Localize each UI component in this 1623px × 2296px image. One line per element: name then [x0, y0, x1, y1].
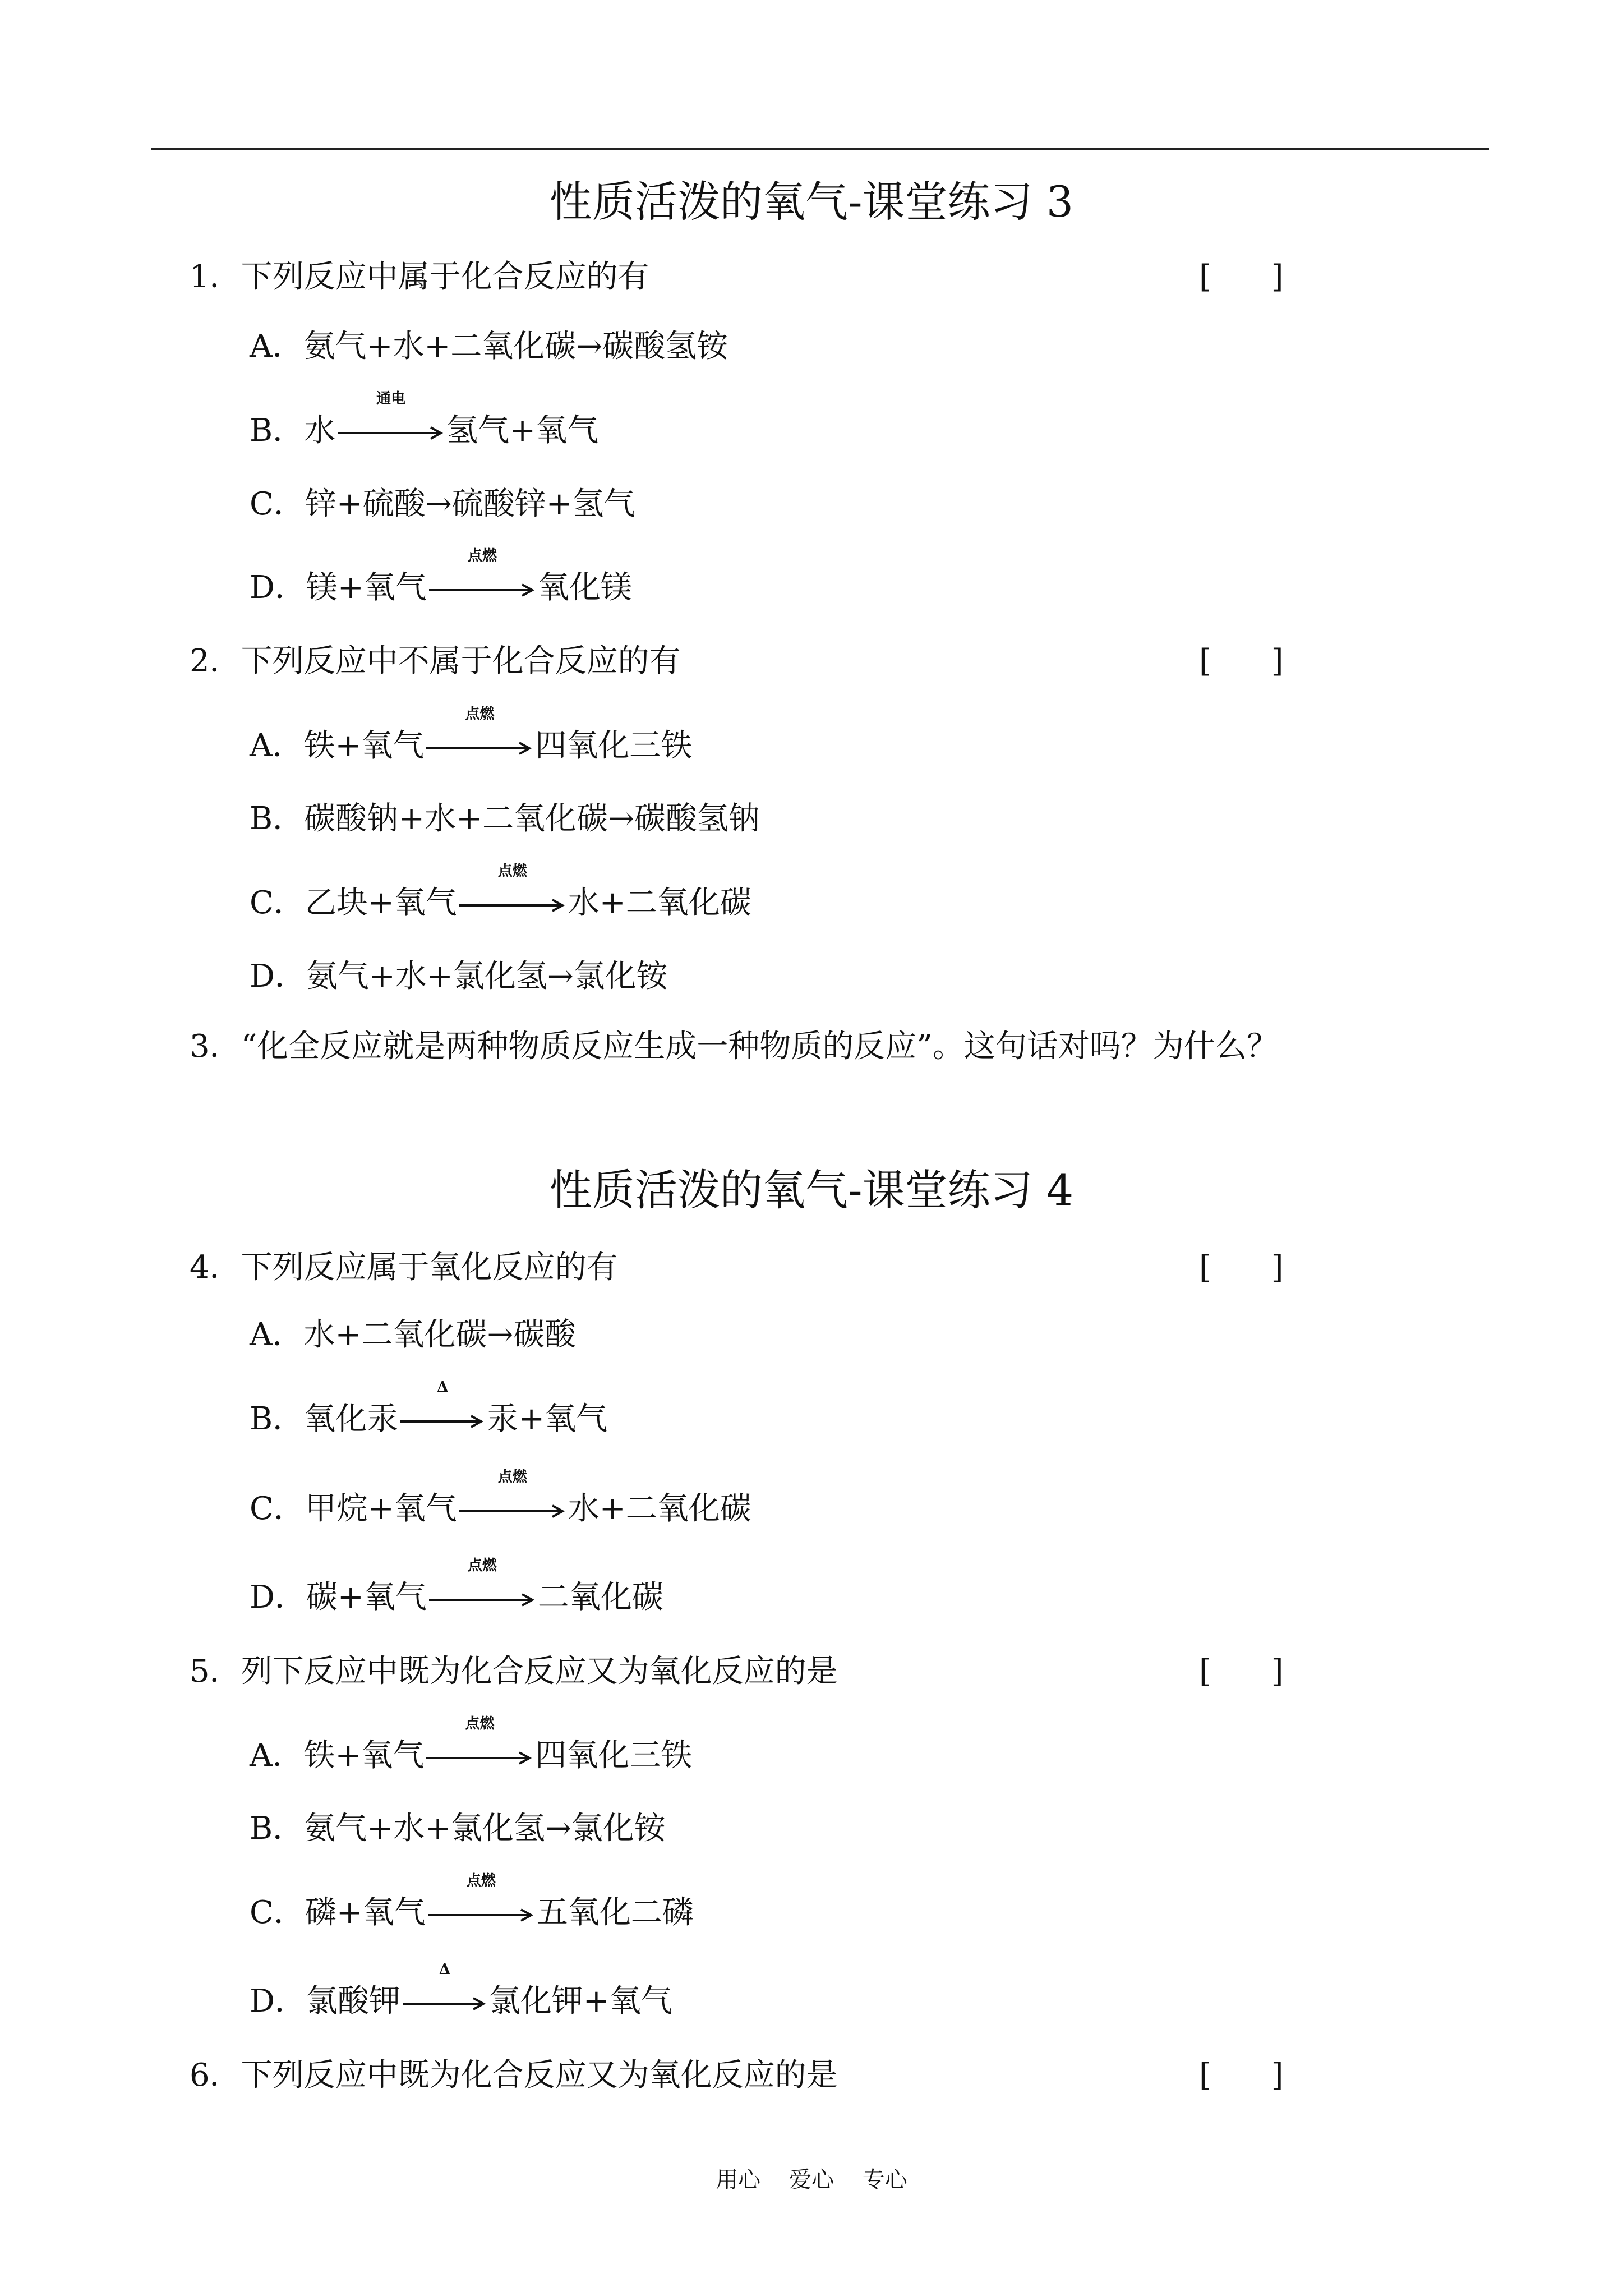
question-3-stem: 3．“化全反应就是两种物质反应生成一种物质的反应”。这句话对吗？为什么？ [190, 1028, 1278, 1065]
question-2-option-d: D．氨气+水+氯化氢→氯化铵 [250, 958, 668, 995]
question-1-option-a: A．氨气+水+二氧化碳→碳酸氢铵 [250, 328, 728, 365]
question-2-option-a [250, 706, 693, 764]
reaction-arrow [400, 1379, 485, 1435]
page-footer: 用心 爱心 专心 [716, 2167, 907, 2193]
question-1-option-c: C．锌+硫酸→硫酸锌+氢气 [250, 486, 635, 522]
option-text: C．磷+氧气 [250, 1894, 426, 1931]
option-text: 四氧化三铁 [535, 728, 693, 764]
question-1-stem: 1．下列反应中属于化合反应的有 [190, 259, 649, 295]
arrow-right-icon [426, 1750, 533, 1766]
option-text: D．镁+氧气 [250, 569, 427, 606]
option-text: 氧化镁 [537, 569, 632, 606]
arrow-right-icon [400, 1413, 485, 1430]
option-text: C．乙块+氧气 [250, 885, 457, 921]
reaction-condition: 点燃 [465, 706, 495, 723]
question-4-option-c [250, 1469, 751, 1527]
question-4-answer-bracket: [ ] [1199, 1249, 1284, 1286]
question-5-option-d [250, 1961, 672, 2019]
option-text: 水+二氧化碳 [568, 1490, 751, 1527]
reaction-condition: 点燃 [467, 547, 497, 564]
section-title-4: 性质活泼的氧气-课堂练习 4 [549, 1165, 1074, 1215]
reaction-arrow [426, 1715, 533, 1772]
reaction-condition: Δ [437, 1379, 449, 1396]
question-5-option-c [250, 1872, 694, 1931]
reaction-arrow [426, 706, 533, 762]
question-5-answer-bracket: [ ] [1199, 1653, 1284, 1690]
question-1-option-d [250, 547, 632, 606]
reaction-condition: 点燃 [466, 1872, 496, 1889]
option-text: B．氧化汞 [250, 1401, 399, 1437]
question-4-option-d [250, 1557, 663, 1616]
section-title-3: 性质活泼的氧气-课堂练习 3 [549, 177, 1074, 227]
reaction-condition: 点燃 [497, 1469, 527, 1485]
option-text: A．铁+氧气 [250, 728, 425, 764]
reaction-arrow [338, 390, 444, 447]
question-2-answer-bracket: [ ] [1199, 643, 1284, 679]
reaction-arrow [459, 1469, 566, 1525]
header-rule [151, 148, 1489, 150]
reaction-arrow [429, 547, 536, 604]
question-6-answer-bracket: [ ] [1199, 2057, 1284, 2093]
reaction-arrow [428, 1872, 534, 1929]
arrow-right-icon [429, 1591, 536, 1608]
question-2-stem: 2．下列反应中不属于化合反应的有 [190, 643, 681, 679]
option-text: 水+二氧化碳 [568, 885, 751, 921]
arrow-right-icon [403, 1995, 487, 2012]
arrow-right-icon [426, 740, 533, 757]
question-4-option-a: A．水+二氧化碳→碳酸 [250, 1317, 577, 1353]
question-1-answer-bracket: [ ] [1199, 259, 1284, 295]
arrow-right-icon [338, 425, 444, 441]
reaction-condition: Δ [439, 1961, 450, 1978]
question-5-stem: 5．列下反应中既为化合反应又为氧化反应的是 [190, 1653, 838, 1690]
option-text: 五氧化二磷 [536, 1894, 694, 1931]
reaction-condition: 点燃 [467, 1557, 497, 1574]
reaction-arrow [429, 1557, 536, 1613]
question-4-option-b [250, 1379, 608, 1437]
option-text: 四氧化三铁 [535, 1737, 693, 1774]
question-4-stem: 4．下列反应属于氧化反应的有 [190, 1249, 618, 1286]
reaction-arrow [403, 1961, 487, 2017]
question-5-option-b: B．氨气+水+氯化氢→氯化铵 [250, 1810, 666, 1847]
option-text: A．铁+氧气 [250, 1737, 425, 1774]
option-text: B．水 [250, 412, 336, 449]
option-text: D．氯酸钾 [250, 1983, 400, 2019]
question-2-option-c [250, 863, 751, 921]
arrow-right-icon [428, 1907, 534, 1924]
question-1-option-b [250, 390, 599, 449]
question-2-option-b: B．碳酸钠+水+二氧化碳→碳酸氢钠 [250, 800, 760, 837]
option-text: C．甲烷+氧气 [250, 1490, 457, 1527]
question-5-option-a [250, 1715, 693, 1774]
arrow-right-icon [459, 1503, 566, 1520]
arrow-right-icon [459, 897, 566, 914]
question-6-stem: 6．下列反应中既为化合反应又为氧化反应的是 [190, 2057, 838, 2093]
option-text: 氯化钾+氧气 [488, 1983, 672, 2019]
reaction-condition: 通电 [376, 390, 406, 407]
reaction-condition: 点燃 [465, 1715, 495, 1732]
reaction-arrow [459, 863, 566, 919]
option-text: 二氧化碳 [537, 1579, 663, 1616]
option-text: 氢气+氧气 [446, 412, 599, 449]
option-text: D．碳+氧气 [250, 1579, 427, 1616]
arrow-right-icon [429, 582, 536, 599]
option-text: 汞+氧气 [487, 1401, 608, 1437]
reaction-condition: 点燃 [497, 863, 527, 880]
